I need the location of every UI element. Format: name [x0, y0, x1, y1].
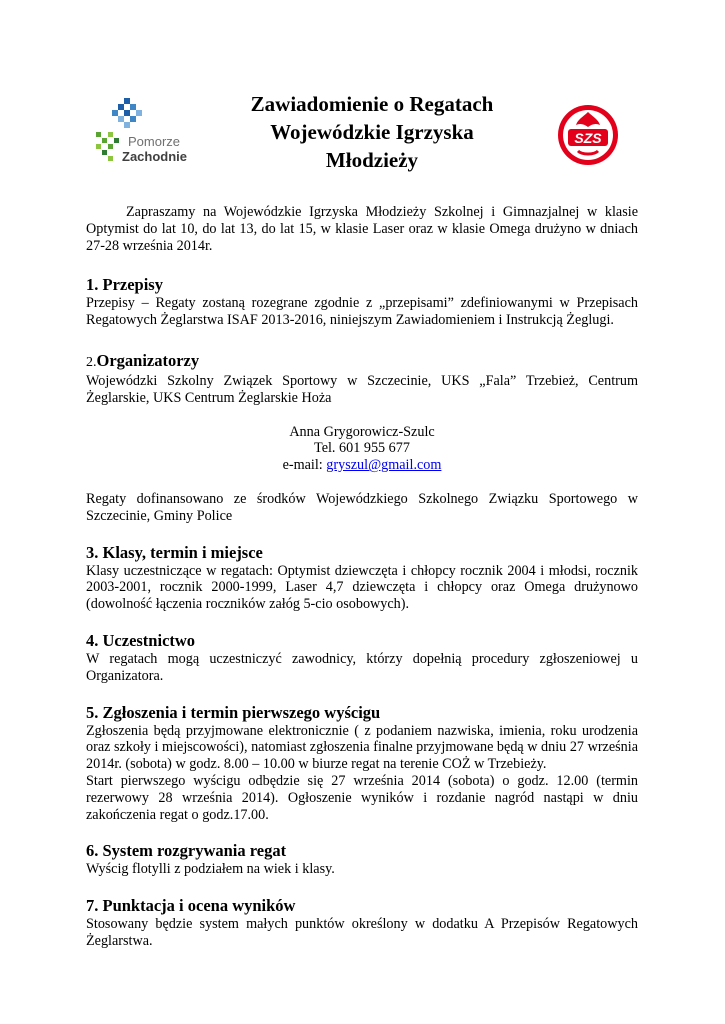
document-body — [86, 204, 638, 950]
section-5-body-2: Start pierwszego wyścigu odbędzie się 27 września 2014 (sobota) o godz. 12.00 (termin rezerwowy 28 września 2014). Ogłoszenie wyników i rozdanie nagród nastąpi w dniu zakończenia regat o godz.17.00. — [86, 772, 638, 823]
section-1-heading: 1. Przepisy — [86, 275, 163, 295]
title-line-1: Zawiadomienie o Regatach — [250, 92, 494, 116]
contact-phone: Tel. 601 955 677 — [314, 440, 410, 457]
section-2-body: Wojewódzki Szkolny Związek Sportowy w Szczecinie, UKS „Fala” Trzebież, Centrum Żeglarskie, UKS Centrum Żeglarskie Hoża — [86, 372, 638, 406]
document-title — [222, 90, 522, 174]
contact-name: Anna Grygorowicz-Szulc — [289, 423, 435, 440]
contact-email-line — [86, 457, 638, 474]
contact-email-link[interactable]: gryszul@gmail.com — [326, 457, 442, 474]
section-4-body: W regatach mogą uczestniczyć zawodnicy, którzy dopełnią procedury zgłoszeniowej u Organizatora. — [86, 650, 638, 684]
szs-emblem-icon — [556, 103, 620, 167]
title-line-2: Wojewódzkie Igrzyska — [270, 120, 474, 144]
section-3-heading: 3. Klasy, termin i miejsce — [86, 542, 263, 562]
section-2-title: Organizatorzy — [96, 350, 200, 370]
contact-block — [86, 424, 638, 474]
section-7-heading: 7. Punktacja i ocena wyników — [86, 896, 296, 916]
section-7-body: Stosowany będzie system małych punktów określony w dodatku A Przepisów Regatowych Żeglarstwa. — [86, 916, 638, 949]
section-5-heading: 5. Zgłoszenia i termin pierwszego wyścigu — [86, 702, 381, 722]
pomorze-zachodnie-logo — [94, 96, 204, 168]
szs-logo-text: SZS — [574, 130, 602, 146]
logo-wordmark-line2: Zachodnie — [122, 149, 188, 164]
funding-paragraph: Regaty dofinansowano ze środków Wojewódzkiego Szkolnego Związku Sportowego w Szczecinie, Gminy Police — [86, 490, 638, 524]
intro-paragraph: Zapraszamy na Wojewódzkie Igrzyska Młodzieży Szkolnej i Gimnazjalnej w klasie Optymist do lat 10, do lat 13, do lat 15, w klasie Laser oraz w klasie Omega drużyno w dniach 27-28 września 2014r. — [86, 204, 638, 254]
section-5-body-1: Zgłoszenia będą przyjmowane elektronicznie ( z podaniem nazwiska, imienia, roku urodzenia oraz szkoły i miejscowości), natomiast zgłoszenia finalne przyjmowane będą w dniu 27 września 2014r. (sobota) w godz. 8.00 – 10.00 w biurze regat na terenie COŻ w Trzebieży. — [86, 722, 638, 773]
section-2-number: 2. — [86, 354, 97, 370]
section-3-body: Klasy uczestniczące w regatach: Optymist dziewczęta i chłopcy rocznik 2004 i młodsi, rocznik 2003-2001, rocznik 2000-1999, Laser 4,7 dziewczęta i chłopcy oraz Omega drużynowo (dowolność łączenia roczników załóg 5-cio osobowych). — [86, 562, 638, 613]
szs-logo — [556, 103, 620, 172]
section-1-body: Przepisy – Regaty zostaną rozegrane zgodnie z „przepisami” zdefiniowanymi w Przepisach Regatowych Żeglarstwa ISAF 2013-2016, niniejszym Zawiadomieniem i Instrukcją Żeglugi. — [86, 295, 638, 329]
contact-email-label: e-mail: — [282, 457, 327, 474]
section-6-body: Wyścig flotylli z podziałem na wiek i klasy. — [86, 861, 335, 878]
logo-wordmark-line1: Pomorze — [128, 134, 181, 149]
section-6-heading: 6. System rozgrywania regat — [86, 841, 287, 861]
title-line-3: Młodzieży — [325, 148, 419, 172]
section-2-heading — [86, 351, 638, 373]
section-4-heading: 4. Uczestnictwo — [86, 630, 196, 650]
